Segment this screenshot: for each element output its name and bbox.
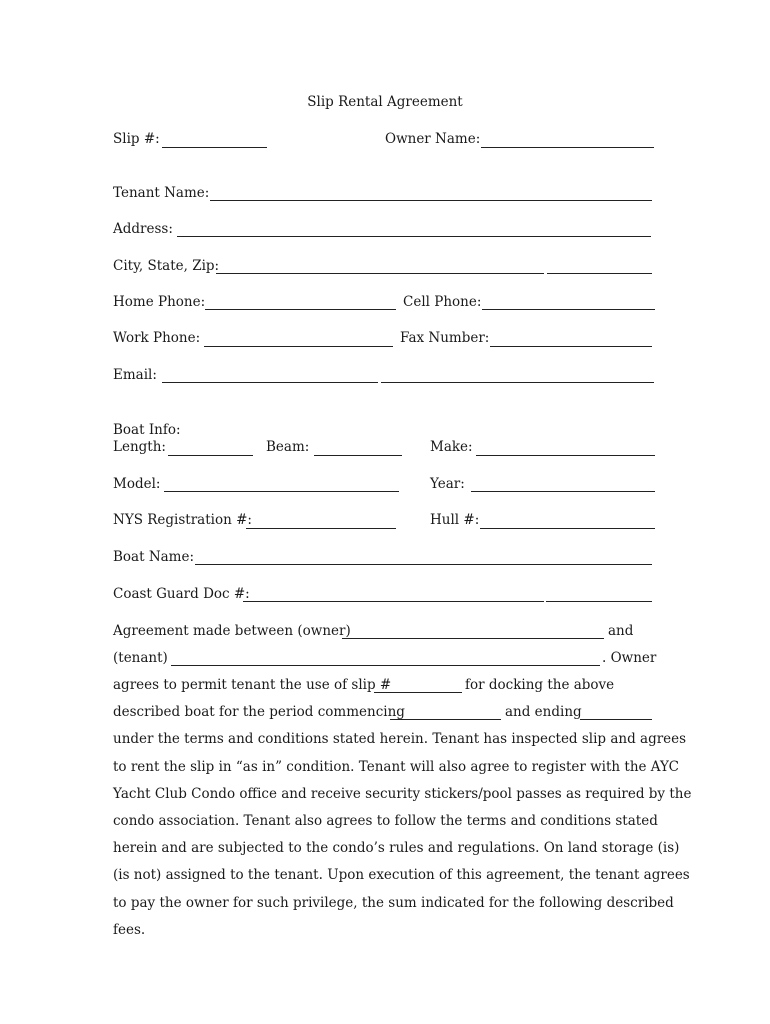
coast-guard-doc-label: Coast Guard Doc #: (113, 586, 250, 602)
agreement-line-9: herein and are subjected to the condo’s rules and regulations. On land storage (is) (113, 840, 680, 856)
agreement-line-5: under the terms and conditions stated herein. Tenant has inspected slip and agrees (113, 731, 687, 747)
length-field[interactable] (168, 455, 253, 456)
hull-label: Hull #: (430, 512, 480, 528)
period-end-field[interactable] (580, 719, 652, 720)
length-label: Length: (113, 439, 166, 455)
agreement-line-10: (is not) assigned to the tenant. Upon execution of this agreement, the tenant agrees (113, 867, 690, 883)
agreement-line-11: to pay the owner for such privilege, the sum indicated for the following described (113, 895, 674, 911)
owner-name-field[interactable] (481, 147, 654, 148)
agreement-line-3b: for docking the above (465, 677, 615, 693)
tenant-agreement-field[interactable] (171, 665, 600, 666)
hull-field[interactable] (480, 528, 655, 529)
make-field[interactable] (476, 455, 655, 456)
agreement-line-2b: . Owner (602, 650, 657, 666)
agreement-line-4b: and ending (505, 704, 582, 720)
home-phone-label: Home Phone: (113, 294, 206, 310)
agreement-line-8: condo association. Tenant also agrees to follow the terms and conditions stated (113, 813, 658, 829)
nys-registration-label: NYS Registration #: (113, 512, 252, 528)
home-phone-field[interactable] (205, 309, 396, 310)
boat-info-heading: Boat Info: (113, 422, 181, 438)
beam-field[interactable] (314, 455, 402, 456)
coast-guard-doc-field[interactable] (243, 601, 544, 602)
nys-registration-field[interactable] (246, 528, 396, 529)
tenant-name-label: Tenant Name: (113, 185, 210, 201)
work-phone-label: Work Phone: (113, 330, 201, 346)
agreement-line-12: fees. (113, 922, 146, 938)
year-label: Year: (430, 476, 465, 492)
model-label: Model: (113, 476, 161, 492)
model-field[interactable] (164, 491, 399, 492)
email-field-continued[interactable] (381, 382, 654, 383)
tenant-name-field[interactable] (210, 200, 652, 201)
owner-agreement-field[interactable] (342, 638, 604, 639)
agreement-line-3a: agrees to permit tenant the use of slip # (113, 677, 392, 693)
owner-name-label: Owner Name: (385, 131, 481, 147)
agreement-line-6: to rent the slip in “as in” condition. Tenant will also agree to register with the AYC (113, 759, 680, 775)
period-start-field[interactable] (390, 719, 501, 720)
fax-number-label: Fax Number: (400, 330, 490, 346)
zip-field[interactable] (547, 273, 652, 274)
work-phone-field[interactable] (204, 346, 393, 347)
slip-field[interactable] (162, 147, 267, 148)
beam-label: Beam: (266, 439, 310, 455)
coast-guard-doc-field-continued[interactable] (546, 601, 652, 602)
email-field[interactable] (162, 382, 378, 383)
agreement-line-4a: described boat for the period commencing (113, 704, 405, 720)
city-state-field[interactable] (216, 273, 544, 274)
fax-number-field[interactable] (490, 346, 652, 347)
slip-number-agreement-field[interactable] (374, 692, 462, 693)
make-label: Make: (430, 439, 473, 455)
document-title: Slip Rental Agreement (307, 94, 463, 110)
email-label: Email: (113, 367, 157, 383)
cell-phone-field[interactable] (482, 309, 655, 310)
slip-label: Slip #: (113, 131, 160, 147)
boat-name-label: Boat Name: (113, 549, 195, 565)
year-field[interactable] (471, 491, 655, 492)
city-state-zip-label: City, State, Zip: (113, 258, 220, 274)
agreement-line-1a: Agreement made between (owner) (113, 623, 351, 639)
address-label: Address: (113, 221, 173, 237)
agreement-line-7: Yacht Club Condo office and receive security stickers/pool passes as required by the (113, 786, 692, 802)
agreement-line-2a: (tenant) (113, 650, 168, 666)
cell-phone-label: Cell Phone: (403, 294, 482, 310)
address-field[interactable] (177, 236, 651, 237)
boat-name-field[interactable] (195, 564, 652, 565)
agreement-line-1b: and (608, 623, 634, 639)
